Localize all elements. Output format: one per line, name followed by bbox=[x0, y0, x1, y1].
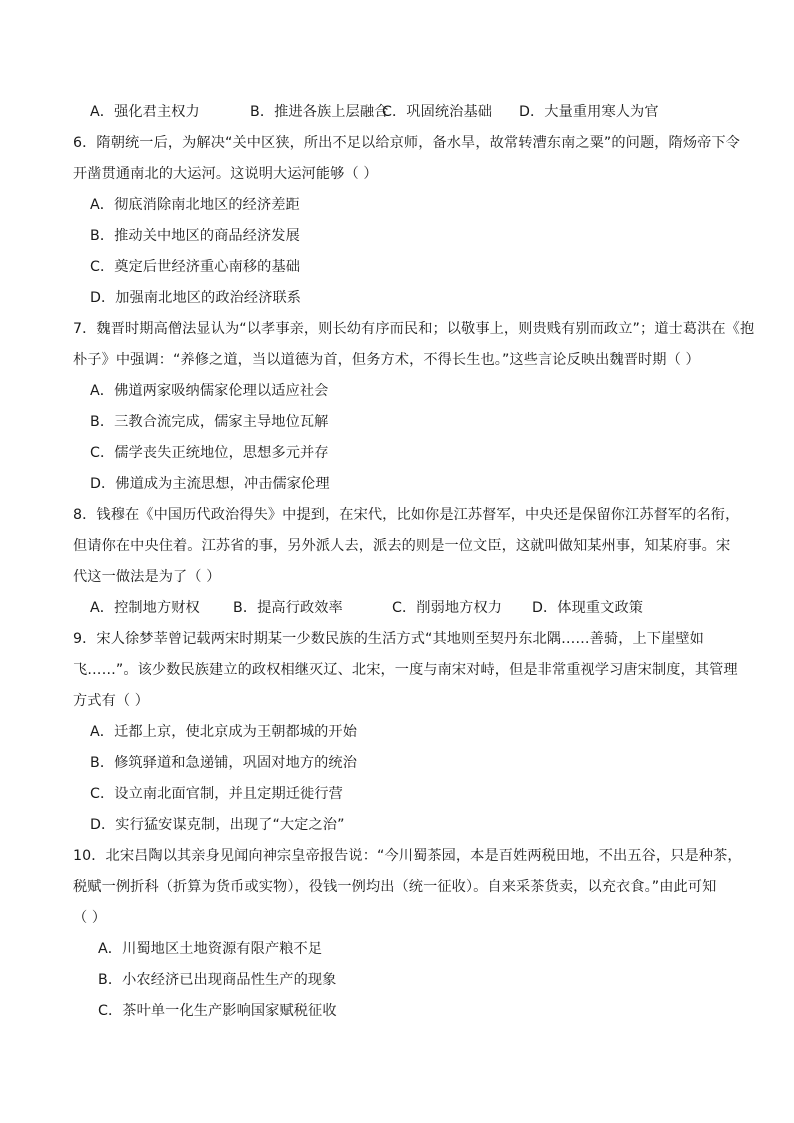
q10-stem-line-3: （ ） bbox=[73, 910, 107, 926]
q6-option-d[interactable]: D．加强南北地区的政治经济联系 bbox=[90, 290, 302, 306]
q9-option-d[interactable]: D．实行猛安谋克制，出现了“大定之治” bbox=[90, 817, 345, 833]
q10-option-b[interactable]: B．小农经济已出现商品性生产的现象 bbox=[98, 972, 337, 988]
q10-stem-line-1: 10．北宋吕陶以其亲身见闻向神宗皇帝报告说：“今川蜀茶园，本是百姓两税田地，不出五谷，只是种茶， bbox=[73, 848, 742, 864]
q9-option-a[interactable]: A．迁都上京，使北京成为王朝都城的开始 bbox=[90, 724, 357, 740]
q8-option-c[interactable]: C．削弱地方权力 bbox=[392, 600, 503, 616]
q5-option-c[interactable]: C．巩固统治基础 bbox=[382, 104, 493, 120]
q6-option-c[interactable]: C．奠定后世经济重心南移的基础 bbox=[90, 259, 301, 275]
q6-stem-line-2: 开凿贯通南北的大运河。这说明大运河能够（ ） bbox=[73, 166, 378, 182]
q8-option-a[interactable]: A．控制地方财权 bbox=[90, 600, 200, 616]
q8-stem-line-1: 8．钱穆在《中国历代政治得失》中提到，在宋代，比如你是江苏督军，中央还是保留你江苏督军的名衔， bbox=[73, 507, 740, 523]
q7-stem-line-1: 7．魏晋时期高僧法显认为“以孝事亲，则长幼有序而民和；以敬事上，则贵贱有别而政立”；道士葛洪在《抱 bbox=[73, 321, 755, 337]
q5-option-a[interactable]: A．强化君主权力 bbox=[90, 104, 200, 120]
q9-stem-line-1: 9．宋人徐梦莘曾记载两宋时期某一少数民族的生活方式“其地则至契丹东北隅……善骑，上下崖壁如 bbox=[73, 631, 704, 647]
q7-stem-line-2: 朴子》中强调：“养修之道，当以道德为首，但务方术，不得长生也。”这些言论反映出魏晋时期（ ） bbox=[73, 352, 700, 368]
q8-stem-line-3: 代这一做法是为了（ ） bbox=[73, 569, 221, 585]
q5-option-d[interactable]: D．大量重用寒人为官 bbox=[519, 104, 659, 120]
q9-option-b[interactable]: B．修筑驿道和急递铺，巩固对地方的统治 bbox=[90, 755, 358, 771]
q7-option-a[interactable]: A．佛道两家吸纳儒家伦理以适应社会 bbox=[90, 383, 329, 399]
q8-options bbox=[73, 593, 724, 624]
q6-stem-line-1: 6．隋朝统一后，为解决“关中区狭，所出不足以给京师，备水旱，故常转漕东南之粟”的问题，隋炀帝下令 bbox=[73, 135, 740, 151]
q10-stem-line-2: 税赋一例折科（折算为货币或实物），役钱一例均出（统一征收）。自来采茶货卖，以充衣食。”由此可知 bbox=[73, 879, 717, 895]
q7-option-b[interactable]: B．三教合流完成，儒家主导地位瓦解 bbox=[90, 414, 329, 430]
q6-option-b[interactable]: B．推动关中地区的商品经济发展 bbox=[90, 228, 300, 244]
q8-stem-line-2: 但请你在中央住着。江苏省的事，另外派人去，派去的则是一位文臣，这就叫做知某州事，知某府事。宋 bbox=[73, 538, 731, 554]
q7-option-c[interactable]: C．儒学丧失正统地位，思想多元并存 bbox=[90, 445, 329, 461]
q6-option-a[interactable]: A．彻底消除南北地区的经济差距 bbox=[90, 197, 300, 213]
q8-option-d[interactable]: D．体现重文政策 bbox=[532, 600, 644, 616]
q9-stem-line-3: 方式有（ ） bbox=[73, 693, 150, 709]
q5-option-b[interactable]: B．推进各族上层融合 bbox=[250, 104, 389, 120]
q7-option-d[interactable]: D．佛道成为主流思想，冲击儒家伦理 bbox=[90, 476, 330, 492]
q9-stem-line-2: 飞……”。该少数民族建立的政权相继灭辽、北宋，一度与南宋对峙，但是非常重视学习唐宋制度，其管理 bbox=[73, 662, 738, 678]
q10-option-a[interactable]: A．川蜀地区土地资源有限产粮不足 bbox=[98, 941, 323, 957]
q8-option-b[interactable]: B．提高行政效率 bbox=[233, 600, 343, 616]
q5-options bbox=[73, 97, 724, 128]
q10-option-c[interactable]: C．茶叶单一化生产影响国家赋税征收 bbox=[98, 1003, 337, 1019]
q9-option-c[interactable]: C．设立南北面官制，并且定期迁徙行营 bbox=[90, 786, 343, 802]
